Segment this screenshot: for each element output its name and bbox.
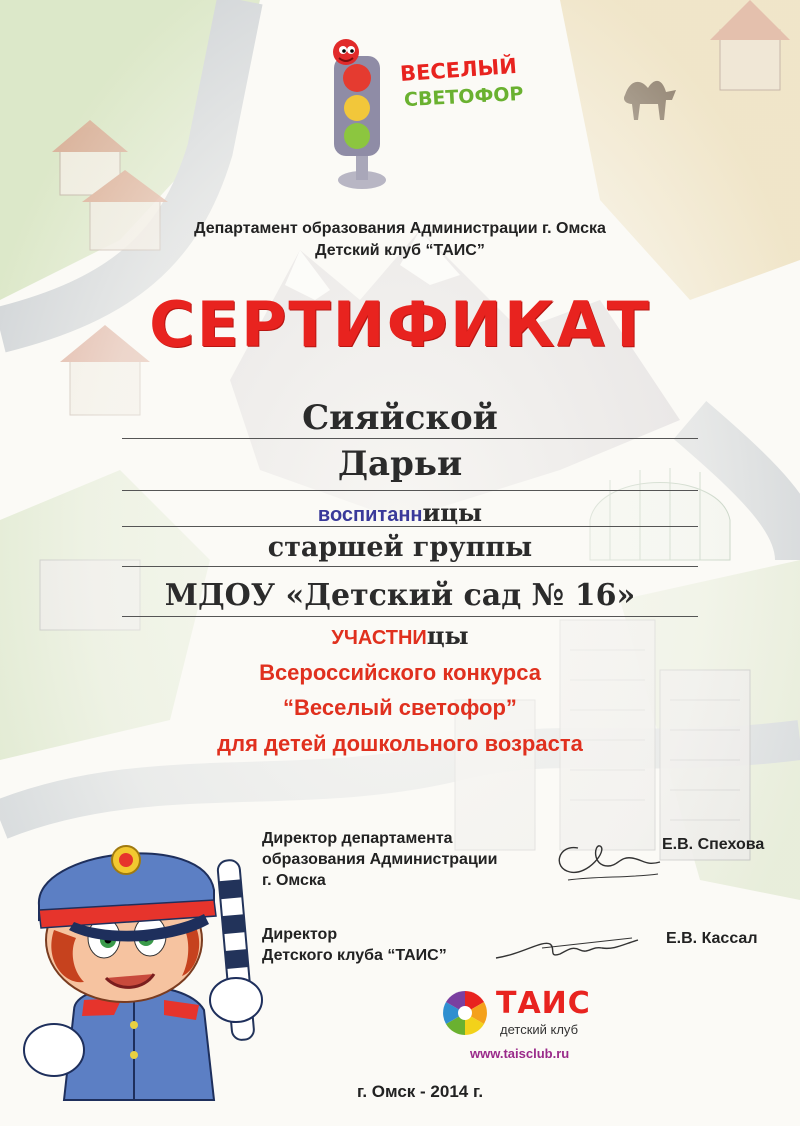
rule-line <box>122 526 698 527</box>
rule-line <box>122 616 698 617</box>
rule-line <box>122 490 698 491</box>
header-line-2: Детский клуб “ТАИС” <box>315 242 485 259</box>
club-title-line-2: Детского клуба “ТАИС” <box>262 947 447 964</box>
recipient-group: старшей группы <box>267 532 533 563</box>
club-logo-subtitle: детский клуб <box>500 1022 579 1037</box>
logo-line-2: СВЕТОФОР <box>403 82 524 112</box>
policeman-mascot-icon <box>14 810 284 1110</box>
recipient-surname: Сияйской <box>302 398 498 438</box>
club-website-link[interactable]: www.taisclub.ru <box>470 1046 570 1061</box>
footer-city-year: г. Омск - 2014 г. <box>356 1082 484 1101</box>
role-printed: воспитанн <box>317 504 423 526</box>
dept-title-line-3: г. Омска <box>262 872 326 889</box>
club-logo-name: ТАИС <box>496 986 591 1021</box>
certificate-title: СЕРТИФИКАТ <box>149 288 651 361</box>
dept-director-title <box>262 828 497 891</box>
contest-line-1: Всероссийского конкурса <box>259 660 541 685</box>
role-ending: ицы <box>422 498 483 527</box>
dept-title-line-1: Директор департамента <box>262 830 453 847</box>
dept-title-line-2: образования Администрации <box>262 851 498 868</box>
participant-line <box>0 621 800 650</box>
club-director-name: Е.В. Кассал <box>666 930 758 947</box>
contest-line-2: “Веселый светофор” <box>283 695 517 720</box>
header-line-1: Департамент образования Администрации г. Омска <box>194 220 606 237</box>
tais-logo-icon <box>438 986 492 1040</box>
recipient-name: Дарьи <box>337 444 463 484</box>
participant-ending: цы <box>426 621 469 650</box>
dept-director-name: Е.В. Спехова <box>662 836 765 853</box>
participant-printed: УЧАСТНИ <box>331 627 427 649</box>
traffic-light-logo-icon <box>320 30 400 200</box>
rule-line <box>122 566 698 567</box>
logo-line-1: ВЕСЕЛЫЙ <box>399 53 518 87</box>
rule-line <box>122 438 698 439</box>
role-line <box>0 498 800 527</box>
signature-kassal-icon <box>492 928 642 968</box>
contest-line-3: для детей дошкольного возраста <box>217 731 583 756</box>
signature-spekhova-icon <box>548 836 668 886</box>
club-title-line-1: Директор <box>262 926 338 943</box>
club-director-title <box>262 924 447 966</box>
recipient-organization: МДОУ «Детский сад № 16» <box>164 578 636 613</box>
